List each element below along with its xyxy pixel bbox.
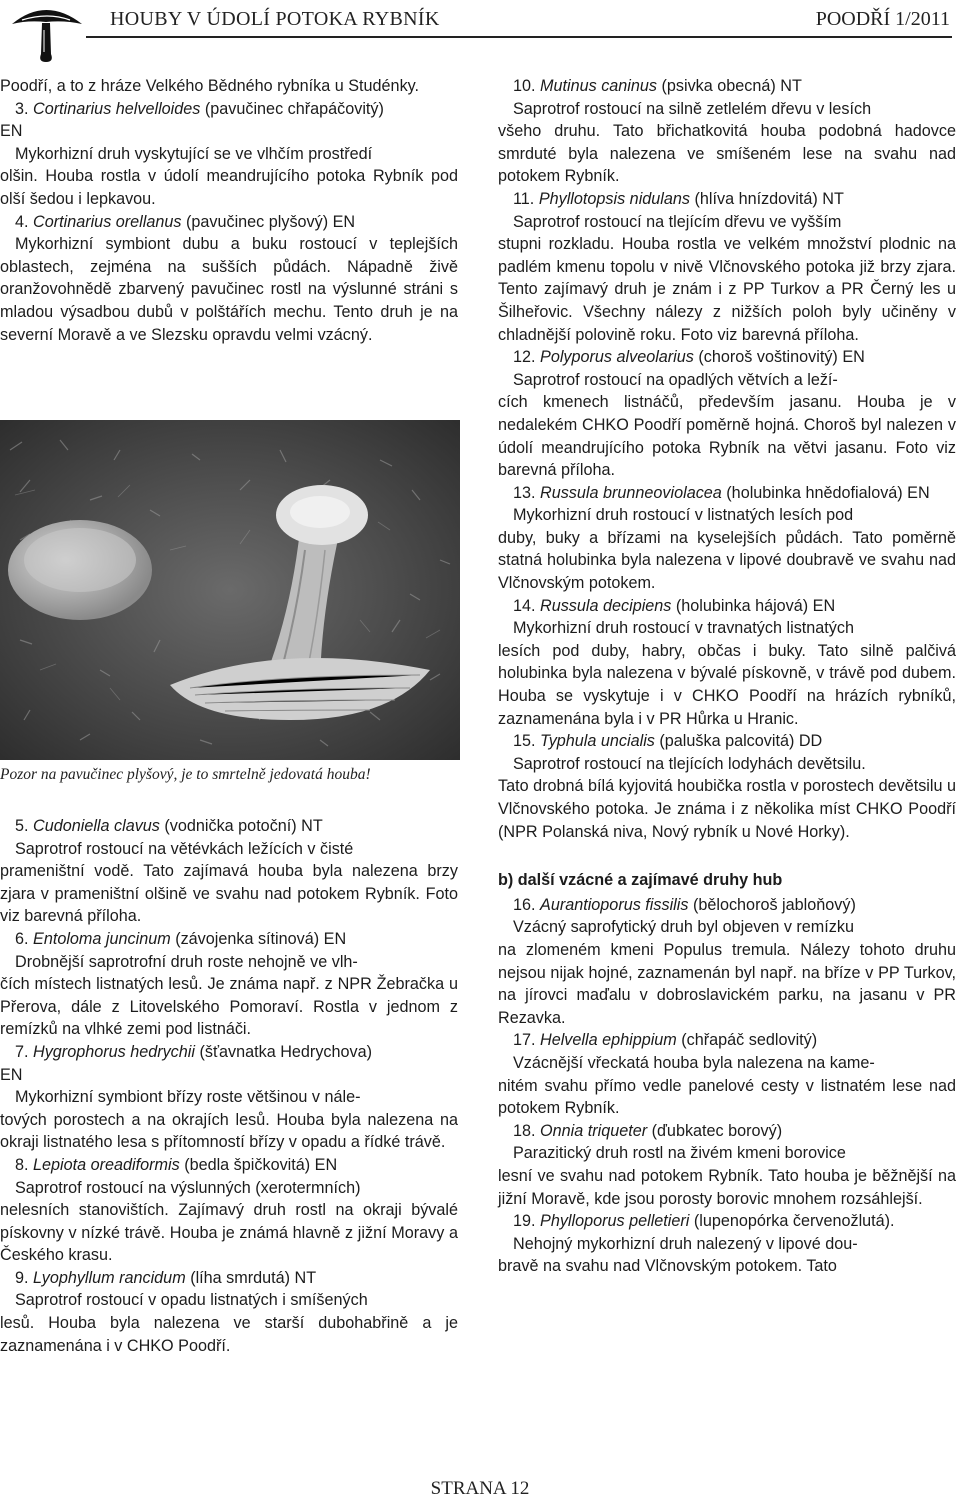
entry-12-text: Saprotrof rostoucí na opadlých větvích a leží-	[513, 370, 838, 389]
page-number: STRANA 12	[430, 1478, 530, 1499]
entry-14-text-cont: lesích pod duby, habry, občas i buky. Tato silně palčivá holubinka byla nalezena v bývalé pískovně, v trávě pod dubem. Houba se vyskytuje i v CHKO Poodří na hrázích rybníků, zaznamenána byla i v PR Hůrka u Hranic.	[498, 641, 956, 728]
entry-11-title: 11. Phyllotopsis nidulans (hlíva hnízdovitá) NT	[513, 189, 844, 208]
entry-16-text: Vzácný saprofytický druh byl objeven v remízku	[513, 918, 854, 937]
entry-7-text-cont: tových porostech a na okrajích lesů. Houba byla nalezena na okraji listnatého lesa s přítomností břízy v opadu a řídké trávě.	[0, 1110, 458, 1152]
entry-6-text: Drobnější saprotrofní druh roste nehojně ve vlh-	[15, 952, 358, 971]
entry-17-title: 17. Helvella ephippium (chřapáč sedlovitý)	[513, 1031, 818, 1050]
entry-17-text: Vzácnější vřeckatá houba byla nalezena na kame-	[513, 1053, 875, 1072]
mushroom-logo-icon	[8, 2, 86, 66]
entry-5-text: Saprotrof rostoucí na větévkách ležících v čisté	[15, 839, 354, 858]
entry-9-title: 9. Lyophyllum rancidum (líha smrdutá) NT	[15, 1268, 317, 1287]
entry-7-status: EN	[0, 1065, 23, 1084]
entry-10-text-cont: všeho druhu. Tato břichatkovitá houba podobná hadovce smrduté byla nalezena ve smíšeném lese na svahu nad potokem Rybník.	[498, 122, 956, 186]
section-subheading: b) další vzácné a zajímavé druhy hub	[498, 871, 783, 890]
entry-12-text-cont: cích kmenech listnáčů, především jasanu. Houba je v nedalekém CHKO Poodří poměrně hojná. Choroš byl nalezen v údolí meandrujícího potoka Rybník na větvi jasanu. Foto viz barevná příloha.	[498, 393, 956, 480]
entry-3-status: EN	[0, 122, 23, 141]
header-issue: POODŘÍ 1/2011	[815, 8, 950, 30]
right-column	[498, 75, 956, 1278]
entry-16-text-cont: na zlomeném kmeni Populus tremula. Nálezy tohoto druhu nejsou nijak hojné, zaznamenán byl např. na bříze v PP Turkov, na jírovci maďalu v dobroslavickém parku, na jasanu v PR Rezavka.	[498, 940, 956, 1027]
entry-3-text-cont: olšin. Houba rostla v údolí meandrujícího potoka Rybník pod olší šedou i lepkavou.	[0, 167, 458, 208]
entry-16-title: 16. Aurantioporus fissilis (bělochoroš jabloňový)	[513, 895, 856, 914]
entry-5-text-cont: prameništní vodě. Tato zajímavá houba byla nalezena brzy zjara v prameništní olšině ve svahu nad potokem Rybník. Foto viz barevná příloha.	[0, 862, 458, 926]
entry-13-text: Mykorhizní druh rostoucí v listnatých lesích pod	[513, 506, 854, 525]
entry-11-text-cont: stupni rozkladu. Houba rostla ve velkém množství plodnic na padlém kmenu topolu v nivě Vlčnovského potoka již brzy zjara. Tento zajímavý druh je znám i z PP Turkov a PR Černý les u Šilheřovic. Všechny nálezy z nižších poloh byly učiněny v chladnější polovině roku. Foto viz barevná příloha.	[498, 235, 956, 344]
entry-18-title: 18. Onnia triqueter (ďubkatec borový)	[513, 1121, 783, 1140]
left-column-lower	[0, 815, 458, 1357]
entry-13-title: 13. Russula brunneoviolacea (holubinka hnědofialová) EN	[513, 483, 930, 502]
entry-7-title: 7. Hygrophorus hedrychii (šťavnatka Hedrychova)	[15, 1042, 372, 1061]
entry-14-text: Mykorhizní druh rostoucí v travnatých listnatých	[513, 619, 854, 638]
entry-3-title: 3. Cortinarius helvelloides (pavučinec chřapáčovitý)	[15, 99, 384, 118]
entry-4-text: Mykorhizní symbiont dubu a buku rostoucí v teplejších oblastech, zejména na sušších půdách. Nápadně živě oranžovohnědě zbarvený pavučinec rostl na výslunné stráni s mladou výsadbou dubů v polštářích mechu. Tento druh je na severní Moravě a ve Slezsku opravdu velmi vzácný.	[0, 235, 458, 344]
entry-18-text-cont: lesní ve svahu nad potokem Rybník. Tato houba je běžnější na jižní Moravě, kde jsou porosty borovic mnohem rozsáhlejší.	[498, 1166, 956, 1208]
entry-4-title: 4. Cortinarius orellanus (pavučinec plyšový) EN	[15, 212, 356, 231]
entry-14-title: 14. Russula decipiens (holubinka hájová) EN	[513, 596, 836, 615]
photo-caption: Pozor na pavučinec plyšový, je to smrtelně jedovatá houba!	[0, 766, 371, 783]
entry-9-text-cont: lesů. Houba byla nalezena ve starší dubohabřině a je zaznamenána i v CHKO Poodří.	[0, 1314, 458, 1355]
entry-13-text-cont: duby, buky a břízami na kyselejších půdách. Tato poměrně statná holubinka byla nalezena v lipové doubravě ve svahu nad Vlčnovským potokem.	[498, 528, 956, 593]
entry-3-text: Mykorhizní druh vyskytující se ve vlhčím prostředí	[15, 144, 373, 163]
entry-12-title: 12. Polyporus alveolarius (choroš voštinovitý) EN	[513, 348, 865, 367]
entry-6-title: 6. Entoloma juncinum (závojenka sítinová) EN	[15, 929, 347, 948]
entry-19-text-cont: bravě na svahu nad Vlčnovským potokem. Tato	[498, 1257, 837, 1276]
mushroom-photo	[0, 420, 460, 760]
entry-19-text: Nehojný mykorhizní druh nalezený v lipové dou-	[513, 1234, 858, 1253]
entry-15-text: Saprotrof rostoucí na tlejících lodyhách devětsilu.	[513, 754, 866, 773]
header-title: HOUBY V ÚDOLÍ POTOKA RYBNÍK	[110, 8, 440, 30]
header-rule	[86, 36, 952, 38]
entry-5-title: 5. Cudoniella clavus (vodnička potoční) NT	[15, 817, 323, 835]
entry-11-text: Saprotrof rostoucí na tlejícím dřevu ve vyšším	[513, 212, 842, 231]
entry-8-text-cont: nelesních stanovištích. Zajímavý druh rostl na okraji bývalé pískovny v nízké trávě. Houba je známá hlavně z jižní Moravy a Českého krasu.	[0, 1201, 458, 1265]
entry-7-text: Mykorhizní symbiont břízy roste většinou v nále-	[15, 1088, 361, 1107]
entry-18-text: Parazitický druh rostl na živém kmeni borovice	[513, 1144, 846, 1163]
entry-17-text-cont: nitém svahu přímo vedle panelové cesty v listnatém lese nad potokem Rybník.	[498, 1076, 956, 1118]
entry-6-text-cont: čích místech listnatých lesů. Je známa např. z NPR Žebračka u Přerova, dále z Litovelského Pomoraví. Rostla v jednom z remízků na vlhké zemi pod listnáči.	[0, 975, 458, 1039]
entry-15-text-cont: Tato drobná bílá kyjovitá houbička rostla v porostech devětsilu u Vlčnovského potoka. Je známa i z několika míst CHKO Poodří (NPR Polanská niva, Nový rybník u Nové Horky).	[498, 777, 957, 841]
entry-9-text: Saprotrof rostoucí v opadu listnatých i smíšených	[15, 1291, 368, 1310]
entry-10-title: 10. Mutinus caninus (psivka obecná) NT	[513, 77, 802, 95]
entry-19-title: 19. Phylloporus pelletieri (lupenopórka červenožlutá).	[513, 1212, 895, 1231]
entry-10-text: Saprotrof rostoucí na silně zetlelém dřevu v lesích	[513, 99, 872, 118]
entry-8-title: 8. Lepiota oreadiformis (bedla špičkovitá) EN	[15, 1155, 338, 1174]
intro-paragraph: Poodří, a to z hráze Velkého Bědného rybníka u Studénky.	[0, 77, 420, 95]
entry-8-text: Saprotrof rostoucí na výslunných (xerotermních)	[15, 1178, 361, 1197]
page-header	[0, 0, 960, 60]
left-column	[0, 75, 458, 346]
entry-15-title: 15. Typhula uncialis (paluška palcovitá) DD	[513, 732, 823, 751]
